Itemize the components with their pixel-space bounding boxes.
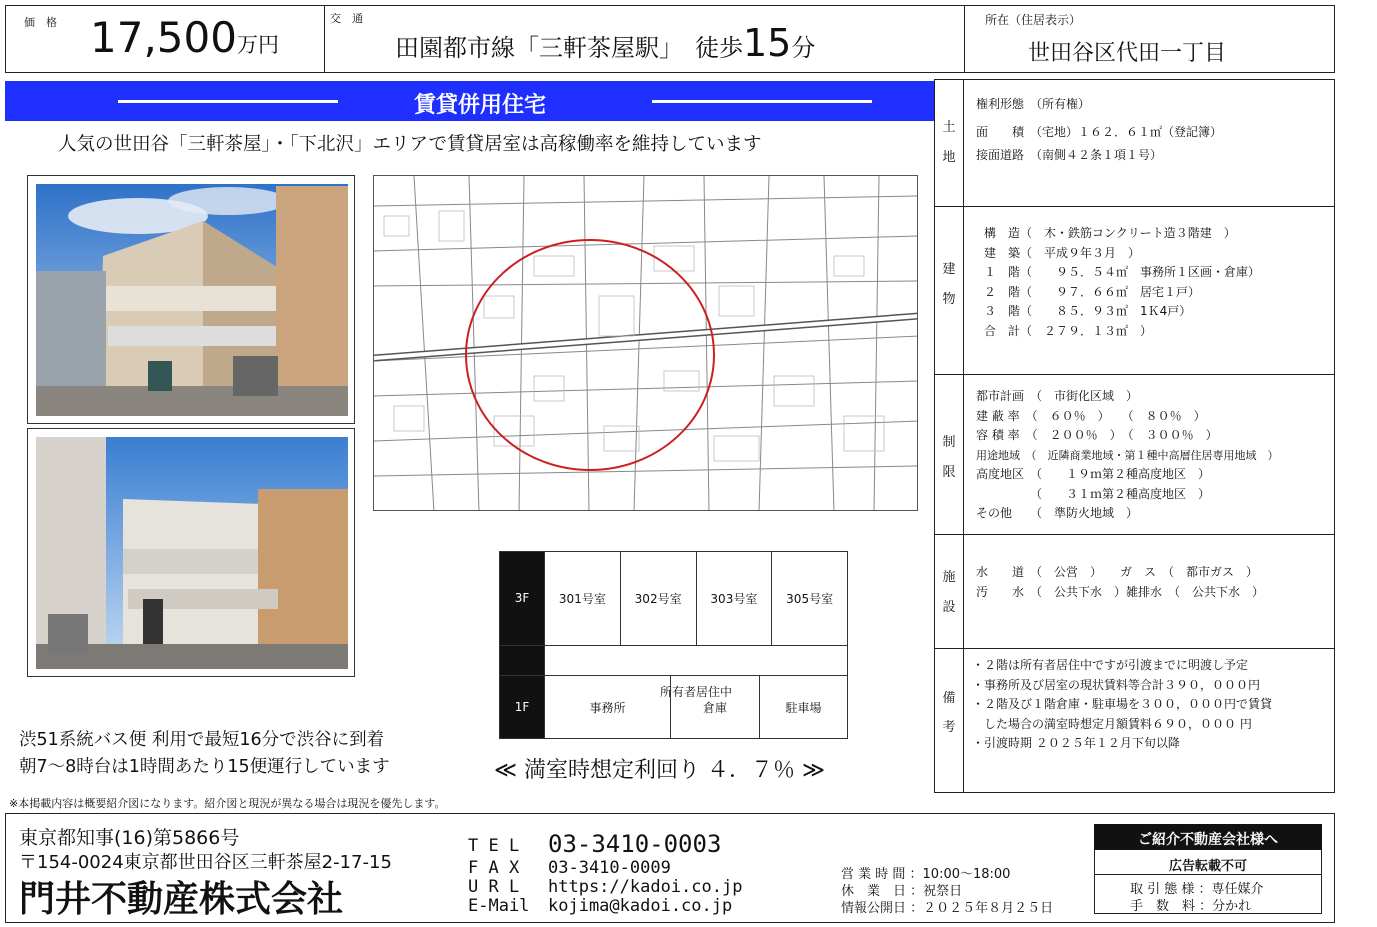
company-name: 門井不動産株式会社 [19, 879, 344, 920]
business-hours: 営 業 時 間 ：10:00～18:00 [841, 867, 1011, 882]
bus-line-2: 朝7～8時台は1時間あたり15便運行しています [19, 757, 390, 777]
company-address: 〒154-0024東京都世田谷区三軒茶屋2-17-15 [19, 852, 392, 873]
fee-text: 手 数 料 ：分かれ [1130, 899, 1252, 914]
mail-label: E-Mail [468, 896, 530, 916]
building-line-3: １ 階（ ９５．５４㎡ 事務所１区画・倉庫） [984, 265, 1261, 279]
restrict-line-7: その他 （ 準防火地域 ） [976, 506, 1139, 520]
disclaimer-note: ※本掲載内容は概要紹介図になります。紹介図と現況が異なる場合は現況を優先します。 [9, 797, 446, 810]
remarks-label-2: 考 [942, 720, 956, 735]
land-line-3: 接面道路 （南側４２条１項１号） [976, 148, 1163, 162]
room-305: 305号室 [772, 552, 848, 646]
url-label: U R L [468, 877, 520, 897]
company-license: 東京都知事(16)第5866号 [19, 827, 240, 849]
floor-1f-table [499, 675, 848, 739]
no-ad-text: 広告転載不可 [1168, 859, 1247, 874]
building-line-4: ２ 階（ ９７．６６㎡ 居宅１戸） [984, 285, 1201, 299]
bus-line-1: 渋51系統バス便 利用で最短16分で渋谷に到着 [19, 730, 385, 750]
agent-box-title: ご紹介不動産会社様へ [1138, 832, 1278, 848]
published-date: 情報公開日 ：２０２５年８月２５日 [841, 901, 1054, 916]
floor-2f-owner: 所有者居住中 [545, 645, 848, 739]
restrict-line-3: 容 積 率 （ ２００％ ） （ ３００％ ） [976, 428, 1218, 442]
restrict-line-1: 都市計画 （ 市街化区域 ） [976, 389, 1139, 403]
remarks-line-2: ・事務所及び居室の現状賃料等合計３９０，０００円 [972, 678, 1261, 692]
room-303: 303号室 [696, 552, 772, 646]
restrict-label-2: 限 [942, 465, 956, 480]
facility-label-2: 設 [942, 600, 956, 615]
remarks-line-4: した場合の満室時想定月額賃料６９０，０００ 円 [972, 717, 1252, 731]
restrict-line-4: 用途地域 （ 近隣商業地域・第１種中高層住居専用地域 ） [976, 449, 1279, 462]
mail-value[interactable]: kojima@kadoi.co.jp [548, 896, 733, 916]
catch-copy: 人気の世田谷「三軒茶屋」・「下北沢」エリアで賃貸居室は高稼働率を維持しています [58, 134, 762, 155]
facility-line-1: 水 道 （ 公営 ） ガ ス （ 都市ガス ） [976, 565, 1259, 579]
banner-title: 賃貸併用住宅 [414, 93, 547, 118]
room-302: 302号室 [620, 552, 696, 646]
access-label: 交 通 [330, 12, 363, 25]
tel-value: 03-3410-0003 [548, 830, 722, 858]
transaction-mode: 取 引 態 様 ：専任媒介 [1130, 882, 1264, 897]
land-line-1: 権利形態 （所有権） [976, 97, 1091, 111]
building-line-6: 合 計（ ２７９．１３㎡ ） [984, 324, 1153, 338]
building-line-2: 建 築（ 平成９年３月 ） [984, 246, 1141, 260]
fax-value: 03-3410-0009 [548, 858, 671, 878]
access-walk: 徒歩 [695, 34, 743, 62]
building-line-5: ３ 階（ ８５．９３㎡ 1Ｋ4戸） [984, 304, 1192, 318]
price-number: 17,500 [90, 13, 237, 62]
restrict-line-2: 建 蔽 率 （ ６０％ ） （ ８０％ ） [976, 409, 1206, 423]
price-unit: 万円 [236, 33, 279, 57]
remarks-line-5: ・引渡時期 ２０２５年１２月下旬以降 [972, 736, 1180, 750]
building-label-1: 建 [942, 262, 956, 277]
room-office: 事務所 [545, 676, 671, 739]
tel-label: T E L [468, 836, 520, 856]
access-walk-unit: 分 [791, 34, 816, 62]
building-line-1: 構 造（ 木・鉄筋コンクリート造３階建 ） [984, 226, 1236, 240]
remarks-line-1: ・２階は所有者居住中ですが引渡までに明渡し予定 [972, 658, 1249, 672]
banner-line-left [118, 100, 338, 103]
restrict-label-1: 制 [942, 435, 956, 450]
floor-3f-label: 3F [500, 552, 545, 646]
agent-box-divider [1094, 874, 1322, 875]
room-storage: 倉庫 [671, 676, 760, 739]
location-label: 所在（住居表示） [985, 13, 1082, 27]
land-label-2: 地 [942, 150, 956, 165]
land-line-2: 面 積 （宅地）１６２．６１㎡（登記簿） [976, 125, 1223, 139]
floor-1f-label: 1F [500, 676, 545, 739]
yield-text: ≪ 満室時想定利回り ４．７％ ≫ [494, 758, 826, 783]
facility-line-2: 汚 水 （ 公共下水 ）雑排水 （ 公共下水 ） [976, 585, 1265, 599]
room-301: 301号室 [545, 552, 621, 646]
room-parking: 駐車場 [760, 676, 848, 739]
access-walk-min: 15 [743, 21, 792, 65]
banner-line-right [652, 100, 872, 103]
holiday: 休 業 日 ：祝祭日 [841, 884, 963, 899]
building-photo-1 [27, 175, 355, 424]
remarks-label-1: 備 [942, 691, 956, 706]
building-photo-2 [27, 428, 355, 677]
access-text [395, 22, 815, 69]
facility-label-1: 施 [942, 570, 956, 585]
url-value[interactable]: https://kadoi.co.jp [548, 877, 743, 897]
price-label: 価 格 [24, 16, 57, 29]
area-map [373, 175, 918, 511]
access-line: 田園都市線「三軒茶屋駅」 [395, 34, 671, 62]
location-value: 世田谷区代田一丁目 [1028, 41, 1227, 66]
restrict-line-6: （ ３１ｍ第２種高度地区 ） [976, 487, 1211, 501]
remarks-line-3: ・２階及び１階倉庫・駐車場を３００，０００円で賃貸 [972, 697, 1273, 711]
price-value [90, 14, 279, 69]
fax-label: F A X [468, 858, 520, 878]
restrict-line-5: 高度地区 （ １９ｍ第２種高度地区 ） [976, 467, 1211, 481]
land-label-1: 土 [942, 120, 956, 135]
building-label-2: 物 [942, 292, 956, 307]
